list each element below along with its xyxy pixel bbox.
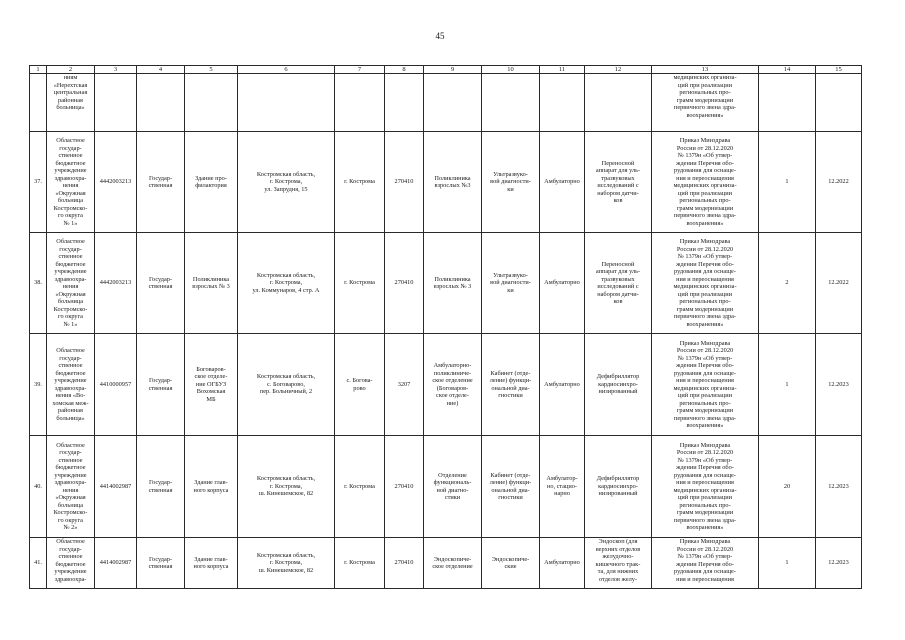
care-type-cell: Амбулаторно	[540, 538, 585, 589]
building-cell	[185, 74, 238, 132]
row-number: 41.	[30, 538, 47, 589]
column-number: 3	[95, 66, 137, 74]
subunit-cell: Ультразвуко- вой диагности- ки	[482, 132, 540, 233]
building-cell: Здание глав- ного корпуса	[185, 538, 238, 589]
inn-cell: 4442003213	[95, 233, 137, 334]
settlement-cell: г. Кострома	[335, 436, 385, 538]
date-cell: 12.2022	[816, 132, 862, 233]
table-row	[30, 74, 862, 132]
building-cell: Боговаров- ское отделе- ние ОГБУЗ Вохомская МБ	[185, 334, 238, 436]
address-cell	[238, 74, 335, 132]
unit-cell: Поликлиника взрослых №3	[424, 132, 482, 233]
subunit-cell: Ультразвуко- вой диагности- ки	[482, 233, 540, 334]
date-cell: 12.2022	[816, 233, 862, 334]
settlement-cell: г. Кострома	[335, 538, 385, 589]
date-cell: 12.2023	[816, 538, 862, 589]
unit-cell: Эндоскопиче- ское отделение	[424, 538, 482, 589]
inn-cell: 4410000957	[95, 334, 137, 436]
organization-cell: ниям «Нерехтская центральная районная больница»	[47, 74, 95, 132]
building-cell: Здание глав- ного корпуса	[185, 436, 238, 538]
equipment-cell: Переносной аппарат для уль- тразвуковых исследований с набором датчи- ков	[585, 132, 652, 233]
date-cell	[816, 74, 862, 132]
address-cell: Костромская область, г. Кострома, ш. Кинешемское, 82	[238, 538, 335, 589]
column-number: 1	[30, 66, 47, 74]
legal-basis-cell: Приказ Минздрава России от 28.12.2020 № 1379н «Об утвер- ждении Перечня обо- рудования для оснаще- ния и переоснащения медицинских организа- ций при реализации региональных про- грамм модернизации первичного звена здра- воохранения»	[652, 436, 759, 538]
table-row	[30, 132, 862, 233]
care-type-cell: Амбулатор- но, стацио- нарно	[540, 436, 585, 538]
equipment-cell: Эндоскоп (для верхних отделов желудочно- кишечного трак- та, для нижних отделов желу-	[585, 538, 652, 589]
column-number: 2	[47, 66, 95, 74]
column-number: 7	[335, 66, 385, 74]
organization-cell: Областное государ- ственное бюджетное учреждение здравоохра- нения «Во- хомская меж- районная больница»	[47, 334, 95, 436]
legal-basis-cell: Приказ Минздрава России от 28.12.2020 № 1379н «Об утвер- ждении Перечня обо- рудования для оснаще- ния и переоснащения медицинских организа- ций при реализации региональных про- грамм модернизации первичного звена здра- воохранения»	[652, 132, 759, 233]
table-row	[30, 233, 862, 334]
address-cell: Костромская область, г. Кострома, ул. Запрудня, 15	[238, 132, 335, 233]
quantity-cell: 2	[759, 233, 816, 334]
subunit-cell: Кабинет (отде- ление) функци- ональной диа- гностики	[482, 334, 540, 436]
table-row	[30, 436, 862, 538]
care-type-cell: Амбулаторно	[540, 233, 585, 334]
address-cell: Костромская область, с. Боговарово, пер. Больничный, 2	[238, 334, 335, 436]
quantity-cell	[759, 74, 816, 132]
column-number: 13	[652, 66, 759, 74]
inn-cell: 4442003213	[95, 132, 137, 233]
column-number: 12	[585, 66, 652, 74]
column-number: 11	[540, 66, 585, 74]
organization-cell: Областное государ- ственное бюджетное учреждение здравоохра- нения «Окружная больница Костромско- го округа № 2»	[47, 436, 95, 538]
oktmo-cell: 270410	[385, 436, 424, 538]
quantity-cell: 1	[759, 132, 816, 233]
building-cell: Поликлиника взрослых № 3	[185, 233, 238, 334]
oktmo-cell: 3207	[385, 334, 424, 436]
subunit-cell	[482, 74, 540, 132]
settlement-cell	[335, 74, 385, 132]
ownership-cell: Государ- ственная	[137, 436, 185, 538]
column-number: 10	[482, 66, 540, 74]
ownership-cell: Государ- ственная	[137, 334, 185, 436]
date-cell: 12.2023	[816, 334, 862, 436]
address-cell: Костромская область, г. Кострома, ш. Кинешемское, 82	[238, 436, 335, 538]
table-row	[30, 334, 862, 436]
ownership-cell	[137, 74, 185, 132]
unit-cell: Амбулаторно- поликлиниче- ское отделение (Боговаров- ское отделе- ние)	[424, 334, 482, 436]
organization-cell: Областное государ- ственное бюджетное учреждение здравоохра-	[47, 538, 95, 589]
address-cell: Костромская область, г. Кострома, ул. Коммунаров, 4 стр. А	[238, 233, 335, 334]
column-number: 8	[385, 66, 424, 74]
equipment-table	[29, 65, 862, 589]
settlement-cell: с. Богова- рово	[335, 334, 385, 436]
ownership-cell: Государ- ственная	[137, 538, 185, 589]
inn-cell: 4414002987	[95, 436, 137, 538]
legal-basis-cell: Приказ Минздрава России от 28.12.2020 № 1379н «Об утвер- ждении Перечня обо- рудования для оснаще- ния и переоснащения медицинских организа- ций при реализации региональных про- грамм модернизации первичного звена здра- воохранения»	[652, 233, 759, 334]
settlement-cell: г. Кострома	[335, 132, 385, 233]
table-row	[30, 538, 862, 589]
oktmo-cell	[385, 74, 424, 132]
row-number: 40.	[30, 436, 47, 538]
building-cell: Здание про- филактория	[185, 132, 238, 233]
unit-cell: Отделение функциональ- ной диагно- стики	[424, 436, 482, 538]
column-number: 6	[238, 66, 335, 74]
legal-basis-cell: Приказ Минздрава России от 28.12.2020 № 1379н «Об утвер- ждении Перечня обо- рудования для оснаще- ния и переоснащения медицинских организа- ций при реализации региональных про- грамм модернизации первичного звена здра- воохранения»	[652, 334, 759, 436]
organization-cell: Областное государ- ственное бюджетное учреждение здравоохра- нения «Окружная больница Костромско- го округа № 1»	[47, 233, 95, 334]
equipment-cell: Дефибриллятор кардиосинхро- низированный	[585, 436, 652, 538]
column-number: 9	[424, 66, 482, 74]
care-type-cell	[540, 74, 585, 132]
quantity-cell: 20	[759, 436, 816, 538]
subunit-cell: Эндоскопиче- ские	[482, 538, 540, 589]
ownership-cell: Государ- ственная	[137, 132, 185, 233]
oktmo-cell: 270410	[385, 233, 424, 334]
column-number: 4	[137, 66, 185, 74]
row-number: 38.	[30, 233, 47, 334]
page-number: 45	[435, 31, 445, 41]
legal-basis-cell: Приказ Минздрава России от 28.12.2020 № 1379н «Об утвер- ждении Перечня обо- рудования для оснаще- ния и переоснащения	[652, 538, 759, 589]
row-number	[30, 74, 47, 132]
date-cell: 12.2023	[816, 436, 862, 538]
quantity-cell: 1	[759, 334, 816, 436]
row-number: 37.	[30, 132, 47, 233]
oktmo-cell: 270410	[385, 538, 424, 589]
care-type-cell: Амбулаторно	[540, 132, 585, 233]
legal-basis-cell: медицинских организа- ций при реализации региональных про- грамм модернизации первичного звена здра- воохранения»	[652, 74, 759, 132]
column-number: 15	[816, 66, 862, 74]
subunit-cell: Кабинет (отде- ление) функци- ональной диа- гностики	[482, 436, 540, 538]
equipment-cell	[585, 74, 652, 132]
inn-cell: 4414002987	[95, 538, 137, 589]
ownership-cell: Государ- ственная	[137, 233, 185, 334]
column-number: 5	[185, 66, 238, 74]
organization-cell: Областное государ- ственное бюджетное учреждение здравоохра- нения «Окружная больница Костромско- го округа № 1»	[47, 132, 95, 233]
settlement-cell: г. Кострома	[335, 233, 385, 334]
inn-cell	[95, 74, 137, 132]
row-number: 39.	[30, 334, 47, 436]
unit-cell: Поликлиника взрослых № 3	[424, 233, 482, 334]
column-number: 14	[759, 66, 816, 74]
equipment-cell: Переносной аппарат для уль- тразвуковых исследований с набором датчи- ков	[585, 233, 652, 334]
quantity-cell: 1	[759, 538, 816, 589]
care-type-cell: Амбулаторно	[540, 334, 585, 436]
column-number-row	[30, 66, 862, 74]
equipment-cell: Дефибриллятор кардиосинхро- низированный	[585, 334, 652, 436]
unit-cell	[424, 74, 482, 132]
oktmo-cell: 270410	[385, 132, 424, 233]
